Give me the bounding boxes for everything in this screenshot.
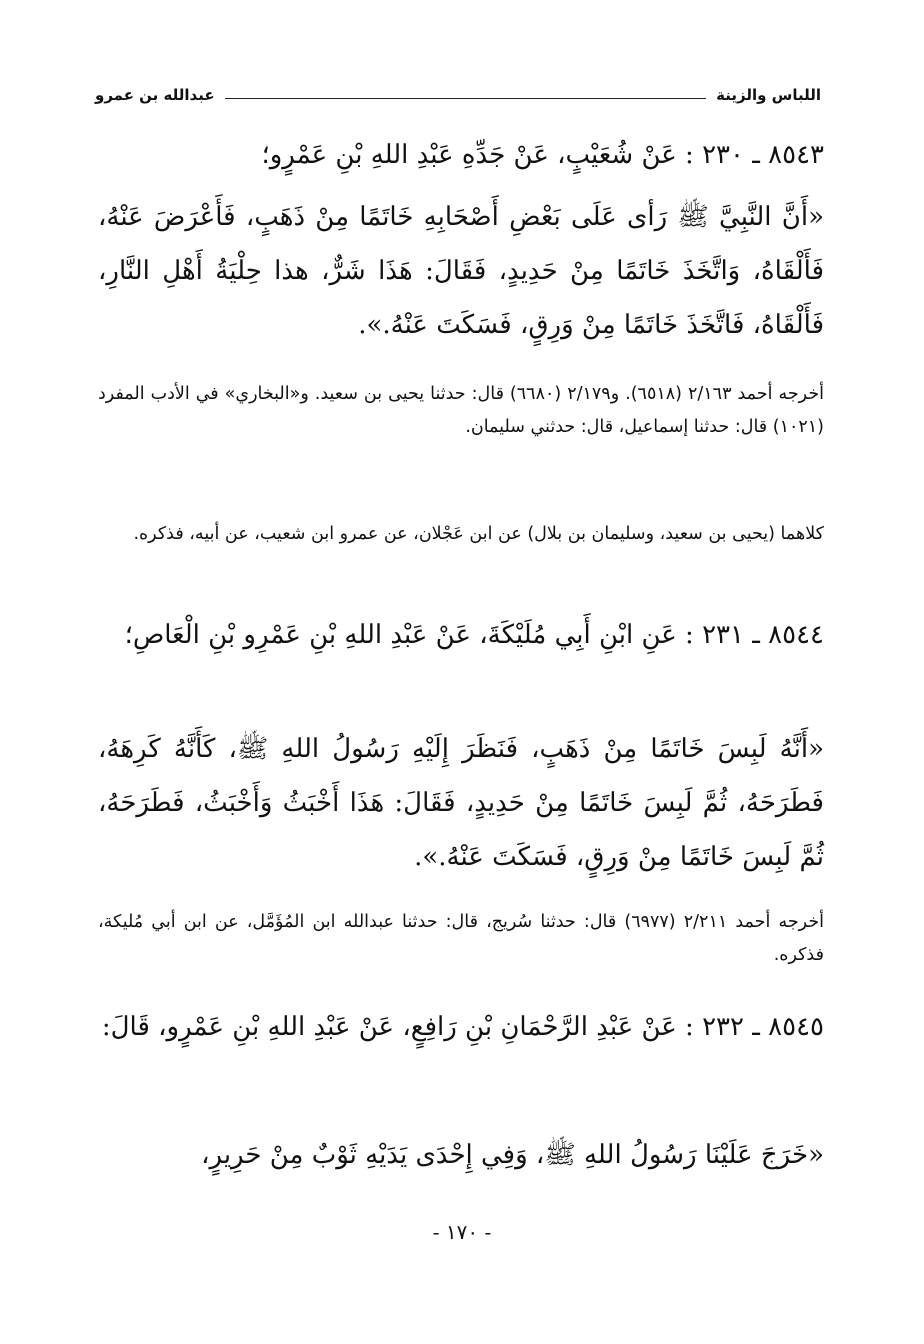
hadith-8543-text: «أَنَّ النَّبِيَّ ﷺ رَأى عَلَى بَعْضِ أَصْحَابِهِ خَاتَمًا مِنْ ذَهَبٍ، فَأَعْرَضَ عَنْهُ، فَأَلْقَاهُ، وَاتَّخَذَ خَاتَمًا مِنْ حَدِيدٍ، فَقَالَ: هَذَا شَرٌّ، هذا حِلْيَةُ أَهْلِ النَّارِ، فَأَلْقَاهُ، فَاتَّخَذَ خَاتَمًا مِنْ وَرِقٍ، فَسَكَتَ عَنْهُ.».	[98, 202, 825, 340]
hadith-8543-takhrij-2: كلاهما (يحيى بن سعيد، وسليمان بن بلال) عن ابن عَجْلان، عن عمرو ابن شعيب، عن أبيه، فذكره.	[133, 524, 824, 544]
hadith-8545-heading: ٨٥٤٥ ـ ٢٣٢ : عَنْ عَبْدِ الرَّحْمَانِ بْنِ رَافِعٍ، عَنْ عَبْدِ اللهِ بْنِ عَمْرٍو، قَالَ:	[101, 1012, 824, 1042]
hadith-8544-text: «أَنَّهُ لَبِسَ خَاتَمًا مِنْ ذَهَبٍ، فَنَظَرَ إِلَيْهِ رَسُولُ اللهِ ﷺ، كَأَنَّهُ كَرِهَهُ، فَطَرَحَهُ، ثُمَّ لَبِسَ خَاتَمًا مِنْ حَدِيدٍ، فَقَالَ: هَذَا أَخْبَثُ وَأَخْبَثُ، فَطَرَحَهُ، ثُمَّ لَبِسَ خَاتَمًا مِنْ وَرِقٍ، فَسَكَتَ عَنْهُ.».	[98, 734, 824, 872]
running-header	[95, 82, 821, 108]
header-narrator: عبدالله بن عمرو	[95, 86, 215, 104]
header-rule	[225, 98, 707, 99]
header-chapter: اللباس والزينة	[716, 86, 821, 104]
page-number: - ١٧٠ -	[432, 1220, 492, 1244]
hadith-8543-heading: ٨٥٤٣ ـ ٢٣٠ : عَنْ شُعَيْبٍ، عَنْ جَدِّهِ عَبْدِ اللهِ بْنِ عَمْرٍو؛	[261, 140, 824, 170]
hadith-8544-takhrij: أخرجه أحمد ٢/٢١١ (٦٩٧٧) قال: حدثنا سُريج، قال: حدثنا عبدالله ابن المُؤَمَّل، عن ابن أبي مُليكة، فذكره.	[98, 912, 825, 965]
hadith-8543-takhrij: أخرجه أحمد ٢/١٦٣ (٦٥١٨). و٢/١٧٩ (٦٦٨٠) قال: حدثنا يحيى بن سعيد. و«البخاري» في الأدب المفرد (١٠٢١) قال: حدثنا إسماعيل، قال: حدثني سليمان.	[98, 384, 824, 437]
hadith-8545-text: «خَرَجَ عَلَيْنَا رَسُولُ اللهِ ﷺ، وَفِي إِحْدَى يَدَيْهِ ثَوْبٌ مِنْ حَرِيرٍ،	[201, 1140, 824, 1170]
hadith-8544-heading: ٨٥٤٤ ـ ٢٣١ : عَنِ ابْنِ أَبِي مُلَيْكَةَ، عَنْ عَبْدِ اللهِ بْنِ عَمْرِو بْنِ الْعَاصِ؛	[124, 620, 824, 650]
